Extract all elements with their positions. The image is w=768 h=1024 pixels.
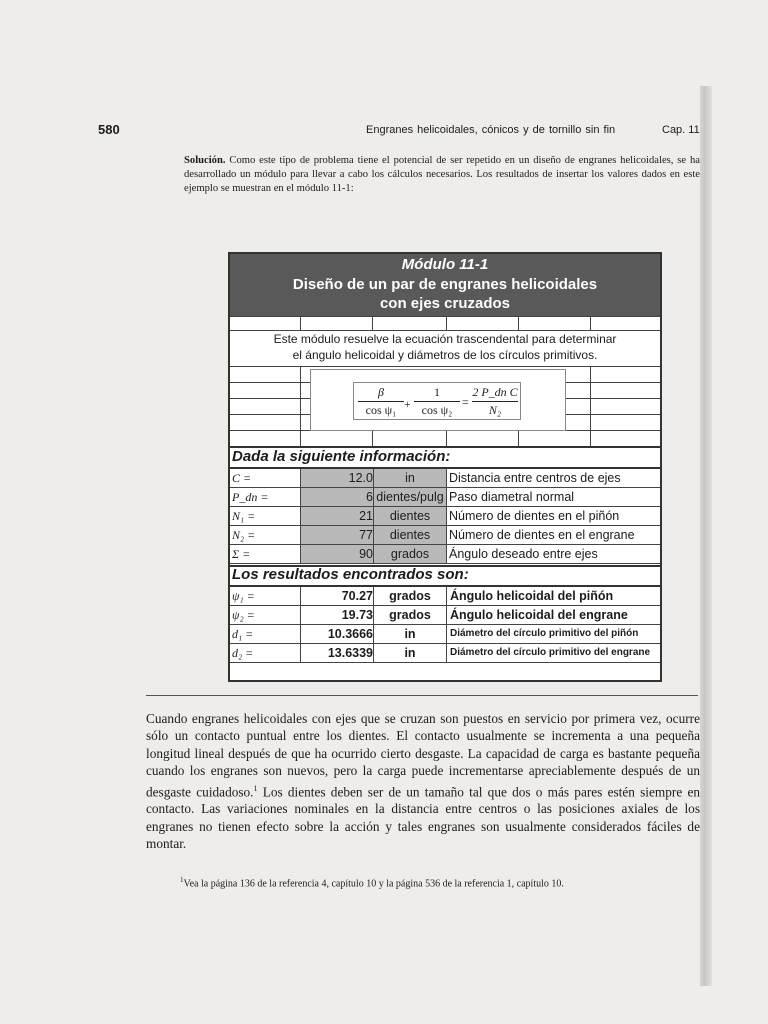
given-unit-cell: dientes <box>374 507 446 525</box>
given-unit-cell: in <box>374 469 446 487</box>
result-value-cell: 10.3666 <box>327 627 373 641</box>
term-3-numerator: 2 P_dn C <box>472 385 518 399</box>
given-symbol-cell: N₂ = <box>232 528 256 542</box>
result-symbol-cell: d₁ = <box>232 627 254 641</box>
body-paragraph <box>146 710 700 853</box>
chapter-label: Cap. 11 <box>662 124 700 136</box>
given-symbol-cell: N₁ = <box>232 509 256 523</box>
result-unit-cell: grados <box>389 589 431 603</box>
footnote-mark: 1 <box>180 876 184 884</box>
footnote-text: Vea la página 136 de la referencia 4, capítulo 10 y la página 536 de la referencia 1, capítulo 10. <box>183 878 564 890</box>
result-value-cell: 70.27 <box>341 589 373 603</box>
plus-sign: + <box>404 397 411 411</box>
given-info-title: Dada la siguiente información: <box>232 448 451 465</box>
solution-text: Como este tipo de problema tiene el potencial de ser repetido en un diseño de engranes helicoidales, se ha desarrollado un módulo para llevar a cabo los cálculos necesarios. Los resultados de insertar los valores dados en este ejemplo se muestran en el módulo 11-1: <box>184 155 700 194</box>
term-1-denominator: cos ψ₁ <box>365 403 397 417</box>
term-1-numerator: β <box>378 385 384 399</box>
solution-paragraph <box>184 154 700 196</box>
given-description-cell: Paso diametral normal <box>449 490 575 504</box>
equals-sign: = <box>462 395 469 409</box>
given-description-cell: Número de dientes en el engrane <box>449 528 635 542</box>
result-description-cell: Ángulo helicoidal del engrane <box>450 608 628 622</box>
result-unit-cell: grados <box>389 608 431 622</box>
equation-term-1 <box>358 385 404 418</box>
module-header <box>230 254 660 316</box>
result-unit-cell: in <box>404 646 416 660</box>
module-table <box>228 252 662 682</box>
given-value-cell: 90 <box>301 545 375 563</box>
module-subtitle-line-2: con ejes cruzados <box>379 295 511 312</box>
given-symbol-cell: P_dn = <box>232 490 269 504</box>
result-value-cell: 13.6339 <box>327 646 373 660</box>
running-title: Engranes helicoidales, cónicos y de tornillo sin fin <box>366 124 616 136</box>
term-3-denominator: N₂ <box>488 403 502 417</box>
given-symbol-cell: C = <box>232 471 252 485</box>
section-divider <box>146 695 698 696</box>
given-description-cell: Distancia entre centros de ejes <box>449 471 621 485</box>
module-subtitle-line-1: Diseño de un par de engranes helicoidales <box>292 276 598 293</box>
term-2-denominator: cos ψ₂ <box>421 403 453 417</box>
module-description-line-1: Este módulo resuelve la ecuación trascendental para determinar <box>273 332 617 346</box>
result-symbol-cell: d₂ = <box>232 646 254 660</box>
given-value-cell: 6 <box>301 488 375 506</box>
result-symbol-cell: ψ₁ = <box>232 589 255 603</box>
page-edge-shadow <box>700 86 712 986</box>
module-description-line-2: el ángulo helicoidal y diámetros de los círculos primitivos. <box>292 348 598 362</box>
given-value-cell: 21 <box>301 507 375 525</box>
transcendental-equation <box>353 382 521 420</box>
given-value-cell: 12.0 <box>301 469 375 487</box>
module-title: Módulo 11-1 <box>401 256 489 273</box>
formula-box <box>310 369 566 431</box>
page-number: 580 <box>98 122 120 137</box>
given-unit-cell: grados <box>374 545 446 563</box>
result-symbol-cell: ψ₂ = <box>232 608 255 622</box>
footnote-reference: 1 <box>253 783 258 793</box>
footnote <box>180 876 700 889</box>
result-value-cell: 19.73 <box>341 608 373 622</box>
solution-lead: Solución. <box>184 155 226 166</box>
equation-term-2 <box>414 385 460 418</box>
given-unit-cell: dientes <box>374 526 446 544</box>
body-text-part-2: Los dientes deben ser de un tamaño tal que dos o más pares estén siempre en contacto. Las variaciones nominales en la distancia entre centros o las posiciones axiales de los engranes no tienen efecto sobre la acción y tales engranes son usualmente considerados fáciles de montar. <box>146 784 700 852</box>
result-description-cell: Diámetro del círculo primitivo del engrane <box>450 647 651 658</box>
given-description-cell: Número de dientes en el piñón <box>449 509 620 523</box>
given-value-cell: 77 <box>301 526 375 544</box>
result-description-cell: Ángulo helicoidal del piñón <box>450 589 614 603</box>
result-description-cell: Diámetro del círculo primitivo del piñón <box>450 628 639 639</box>
body-text-part-1: Cuando engranes helicoidales con ejes que se cruzan son puestos en servicio por primera vez, ocurre sólo un contacto puntual entre los dientes. El contacto usualmente se incrementa a una pequeña longitud lineal después de que ha ocurrido cierto desgaste. La capacidad de carga es bastante pequeña cuando los engranes son nuevos, pero la carga puede incrementarse apreciablemente después de un desgaste cuidadoso. <box>146 711 700 800</box>
result-unit-cell: in <box>404 627 416 641</box>
given-symbol-cell: Σ = <box>232 547 251 561</box>
given-unit-cell: dientes/pulg <box>374 488 446 506</box>
given-description-cell: Ángulo deseado entre ejes <box>449 547 598 561</box>
term-2-numerator: 1 <box>434 385 440 399</box>
results-title: Los resultados encontrados son: <box>232 566 469 583</box>
equation-term-3 <box>472 385 518 418</box>
